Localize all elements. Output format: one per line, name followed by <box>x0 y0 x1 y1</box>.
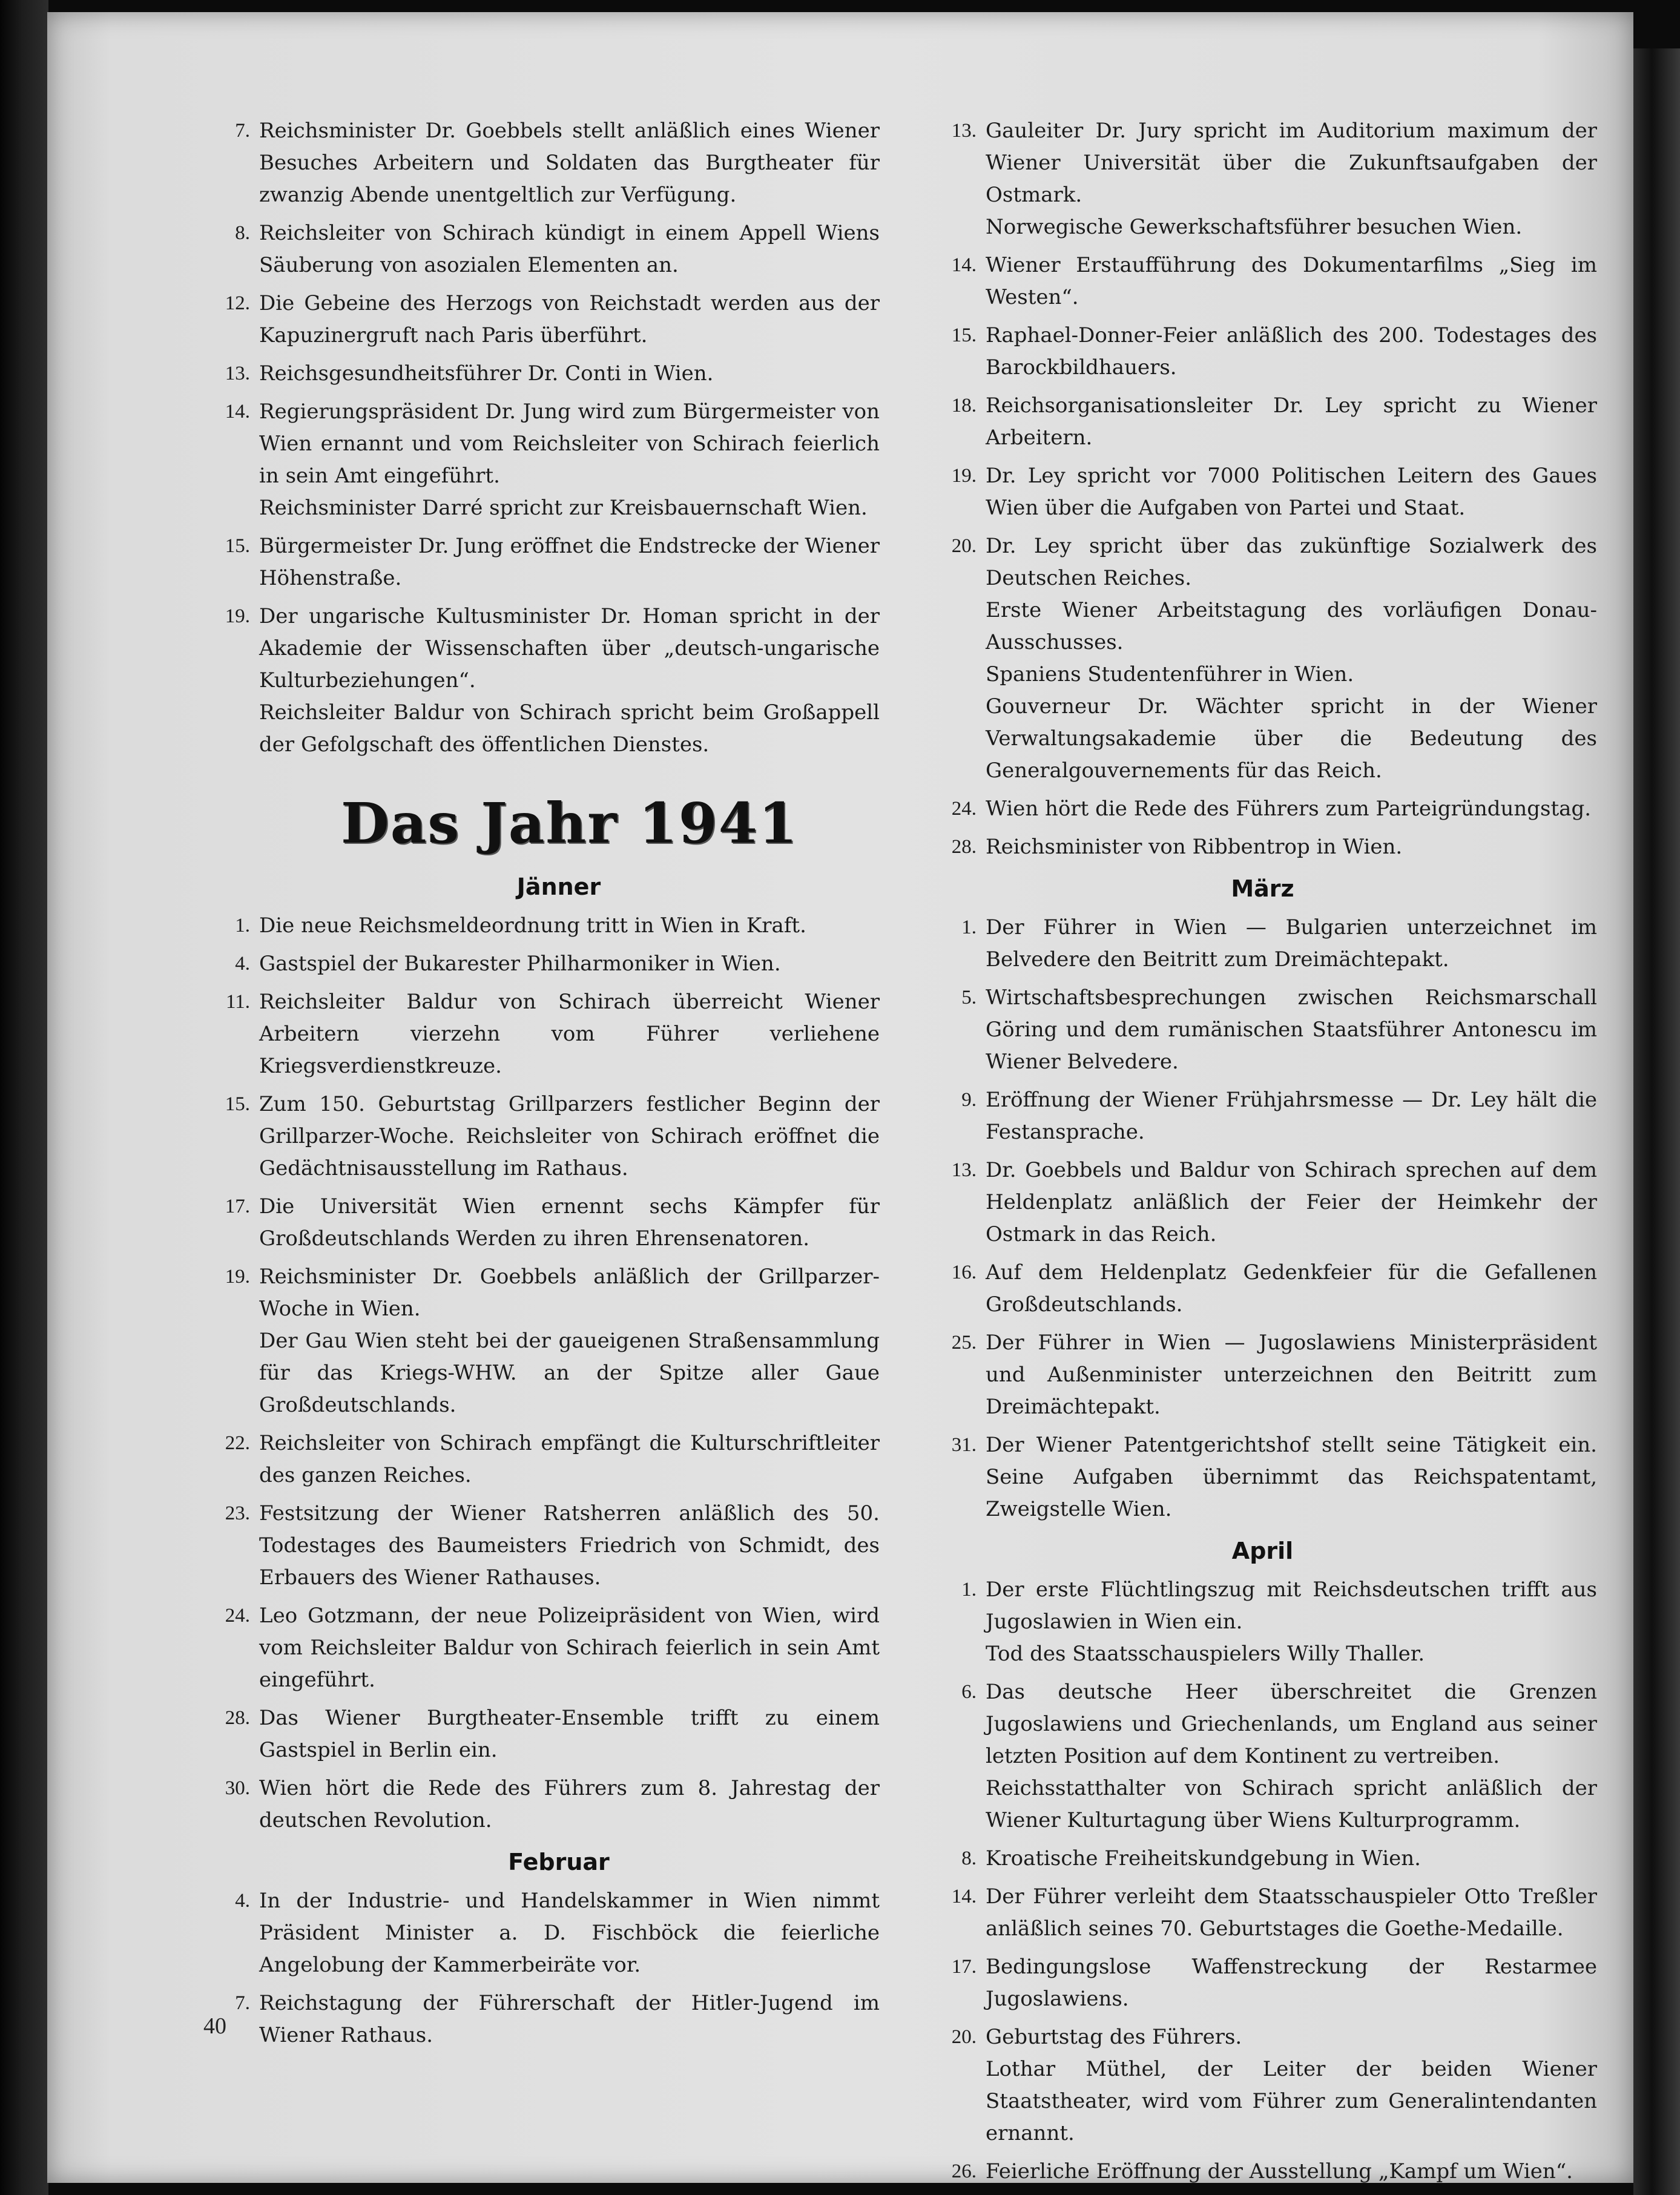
chronicle-entry <box>165 1600 880 1696</box>
entry-day: 19. <box>225 1266 250 1288</box>
chronicle-entry <box>165 358 880 390</box>
entry-text: Gauleiter Dr. Jury spricht im Auditorium maximum der Wiener Universität über die Zukunftsaufgaben der Ostmark. <box>986 119 1597 207</box>
entry-text: Dr. Ley spricht vor 7000 Politischen Leitern des Gaues Wien über die Aufgaben von Partei und Staat. <box>986 464 1597 520</box>
month-heading: März <box>1231 875 1294 902</box>
entry-day: 13. <box>225 363 250 384</box>
entry-day: 7. <box>235 120 250 142</box>
entry-text: Kroatische Freiheitskundgebung in Wien. <box>986 1846 1421 1871</box>
entry-text: Der Führer verleiht dem Staatsschauspieler Otto Treßler anläßlich seines 70. Geburtstages die Goethe-Medaille. <box>986 1884 1597 1941</box>
entry-day: 9. <box>961 1089 977 1111</box>
chronicle-entry <box>165 530 880 594</box>
entry-day: 8. <box>961 1848 977 1869</box>
entry-text: Auf dem Heldenplatz Gedenkfeier für die Gefallenen Großdeutschlands. <box>986 1260 1597 1317</box>
chronicle-entry <box>165 217 880 281</box>
entry-day: 1. <box>961 917 977 938</box>
chronicle-entry <box>165 1088 880 1185</box>
entry-day: 18. <box>951 395 977 416</box>
entry-day: 12. <box>225 292 250 314</box>
entry-text: Die Universität Wien ernennt sechs Kämpfer für Großdeutschlands Werden zu ihren Ehrensenatoren. <box>259 1194 880 1251</box>
entry-text: Die Gebeine des Herzogs von Reichstadt werden aus der Kapuzinergruft nach Paris überführt. <box>259 291 880 347</box>
entry-text: Reichsorganisationsleiter Dr. Ley spricht zu Wiener Arbeitern. <box>986 393 1597 450</box>
chronicle-entry <box>165 1772 880 1837</box>
entry-text: Das deutsche Heer überschreitet die Grenzen Jugoslawiens und Griechenlands, um England aus seiner letzten Position auf dem Kontinent zu vertreiben. <box>986 1680 1597 1768</box>
entry-text: Raphael-Donner-Feier anläßlich des 200. Todestages des Barockbildhauers. <box>986 323 1597 380</box>
entry-text: Reichstagung der Führerschaft der Hitler-Jugend im Wiener Rathaus. <box>259 1991 880 2047</box>
entry-day: 22. <box>225 1432 250 1454</box>
chronicle-entry <box>892 793 1597 825</box>
entry-text: Wien hört die Rede des Führers zum Parteigründungstag. <box>986 797 1592 821</box>
chronicle-entry <box>892 2021 1597 2150</box>
entry-day: 28. <box>951 836 977 858</box>
entry-text: Bedingungslose Waffenstreckung der Restarmee Jugoslawiens. <box>986 1955 1597 2011</box>
chronicle-entry <box>165 1885 880 1981</box>
entry-day: 24. <box>225 1605 250 1627</box>
entry-text: Der Gau Wien steht bei der gaueigenen Straßensammlung für das Kriegs-WHW. an der Spitze aller Gaue Großdeutschlands. <box>259 1329 880 1417</box>
entry-text: Der Führer in Wien — Bulgarien unterzeichnet im Belvedere den Beitritt zum Dreimächtepakt. <box>986 915 1597 972</box>
entry-day: 20. <box>951 2026 977 2048</box>
month-heading: Februar <box>508 1849 610 1875</box>
chronicle-entry <box>165 115 880 211</box>
entry-text: Geburtstag des Führers. <box>986 2025 1242 2049</box>
entry-text: Reichsleiter Baldur von Schirach überreicht Wiener Arbeitern vierzehn vom Führer verliehene Kriegsverdienstkreuze. <box>259 990 880 1078</box>
entry-day: 7. <box>235 1992 250 2014</box>
entry-day: 14. <box>225 401 250 423</box>
entry-text: Erste Wiener Arbeitstagung des vorläufigen Donau-Ausschusses. <box>986 598 1597 654</box>
entry-day: 31. <box>951 1434 977 1456</box>
chronicle-entry <box>892 982 1597 1078</box>
entry-text: Der Wiener Patentgerichtshof stellt seine Tätigkeit ein. Seine Aufgaben übernimmt das Reichspatentamt, Zweigstelle Wien. <box>986 1433 1597 1521</box>
entry-day: 19. <box>225 605 250 627</box>
entry-text: Wiener Erstaufführung des Dokumentarfilms „Sieg im Westen“. <box>986 253 1597 309</box>
chronicle-entry <box>165 601 880 761</box>
chronicle-entry <box>892 320 1597 384</box>
chronicle-entry <box>892 912 1597 976</box>
entry-text: Regierungspräsident Dr. Jung wird zum Bürgermeister von Wien ernannt und vom Reichsleiter von Schirach feierlich in sein Amt eingeführt. <box>259 400 880 488</box>
chronicle-entry <box>892 390 1597 454</box>
left-column <box>165 115 880 2058</box>
entry-text: Norwegische Gewerkschaftsführer besuchen Wien. <box>986 215 1523 239</box>
entry-day: 6. <box>961 1681 977 1703</box>
entry-day: 4. <box>235 953 250 975</box>
chronicle-entry <box>165 1987 880 2052</box>
entry-text: In der Industrie- und Handelskammer in Wien nimmt Präsident Minister a. D. Fischböck die feierliche Angelobung der Kammerbeiräte vor. <box>259 1889 880 1977</box>
chronicle-entry <box>892 1084 1597 1148</box>
entry-text: Reichsgesundheitsführer Dr. Conti in Wien. <box>259 361 714 386</box>
chronicle-entry <box>892 1327 1597 1423</box>
chronicle-entry <box>892 2156 1597 2188</box>
chronicle-entry <box>892 1574 1597 1670</box>
entry-text: Dr. Goebbels und Baldur von Schirach sprechen auf dem Heldenplatz anläßlich der Feier der Heimkehr der Ostmark in das Reich. <box>986 1158 1597 1246</box>
entry-text: Dr. Ley spricht über das zukünftige Sozialwerk des Deutschen Reiches. <box>986 534 1597 590</box>
entry-text: Leo Gotzmann, der neue Polizeipräsident von Wien, wird vom Reichsleiter Baldur von Schirach feierlich in sein Amt eingeführt. <box>259 1604 880 1692</box>
right-column <box>892 115 1597 2194</box>
entry-text: Reichsminister Dr. Goebbels anläßlich der Grillparzer-Woche in Wien. <box>259 1265 880 1321</box>
chronicle-entry <box>165 1427 880 1492</box>
entry-text: Tod des Staatsschauspielers Willy Thaller. <box>986 1642 1425 1666</box>
chronicle-entry <box>165 1261 880 1421</box>
entry-day: 15. <box>225 535 250 557</box>
chronicle-entry <box>892 1951 1597 2015</box>
entry-day: 28. <box>225 1707 250 1729</box>
month-heading: Jänner <box>516 874 601 900</box>
entry-day: 8. <box>235 222 250 244</box>
month-heading: April <box>1231 1538 1294 1564</box>
entry-day: 17. <box>225 1196 250 1217</box>
entry-text: Festsitzung der Wiener Ratsherren anläßlich des 50. Todestages des Baumeisters Friedrich von Schmidt, des Erbauers des Wiener Rathauses. <box>259 1501 880 1590</box>
entry-text: Gastspiel der Bukarester Philharmoniker in Wien. <box>259 952 781 976</box>
chronicle-entry <box>892 831 1597 863</box>
entry-day: 30. <box>225 1777 250 1799</box>
chronicle-entry <box>165 1702 880 1766</box>
entry-text: Der ungarische Kultusminister Dr. Homan spricht in der Akademie der Wissenschaften über „deutsch-ungarische Kulturbeziehungen“. <box>259 604 880 693</box>
entry-text: Spaniens Studentenführer in Wien. <box>986 662 1354 686</box>
chronicle-entry <box>892 115 1597 243</box>
entry-text: Reichsminister von Ribbentrop in Wien. <box>986 835 1403 859</box>
entry-text: Reichsminister Dr. Goebbels stellt anläßlich eines Wiener Besuches Arbeitern und Soldaten das Burgtheater für zwanzig Abende unentgeltlich zur Verfügung. <box>259 119 880 207</box>
entry-day: 13. <box>951 1159 977 1181</box>
entry-text: Eröffnung der Wiener Frühjahrsmesse — Dr. Ley hält die Festansprache. <box>986 1088 1597 1144</box>
entry-day: 14. <box>951 1886 977 1907</box>
entry-text: Bürgermeister Dr. Jung eröffnet die Endstrecke der Wiener Höhenstraße. <box>259 534 880 590</box>
entry-text: Das Wiener Burgtheater-Ensemble trifft zu einem Gastspiel in Berlin ein. <box>259 1706 880 1762</box>
entry-text: Reichsminister Darré spricht zur Kreisbauernschaft Wien. <box>259 496 868 520</box>
chronicle-entry <box>892 1843 1597 1875</box>
entry-day: 23. <box>225 1502 250 1524</box>
entry-day: 17. <box>951 1956 977 1978</box>
entry-day: 20. <box>951 535 977 557</box>
entry-text: Lothar Müthel, der Leiter der beiden Wiener Staatstheater, wird vom Führer zum Generalintendanten ernannt. <box>986 2057 1597 2145</box>
chronicle-entry <box>165 986 880 1082</box>
entry-day: 24. <box>951 798 977 820</box>
entry-day: 15. <box>225 1093 250 1115</box>
entry-day: 4. <box>235 1890 250 1912</box>
entry-text: Reichsleiter Baldur von Schirach spricht beim Großappell der Gefolgschaft des öffentlichen Dienstes. <box>259 700 880 757</box>
entry-text: Wien hört die Rede des Führers zum 8. Jahrestag der deutschen Revolution. <box>259 1776 880 1832</box>
entry-text: Gouverneur Dr. Wächter spricht in der Wiener Verwaltungsakademie über die Bedeutung des Generalgouvernements für das Reich. <box>986 694 1597 783</box>
entry-text: Feierliche Eröffnung der Ausstellung „Kampf um Wien“. <box>986 2159 1573 2183</box>
chronicle-entry <box>165 1191 880 1255</box>
entry-text: Reichsleiter von Schirach empfängt die Kulturschriftleiter des ganzen Reiches. <box>259 1431 880 1487</box>
entry-text: Wirtschaftsbesprechungen zwischen Reichsmarschall Göring und dem rumänischen Staatsführer Antonescu im Wiener Belvedere. <box>986 986 1597 1074</box>
book-binding <box>0 0 48 2195</box>
entry-day: 26. <box>951 2160 977 2182</box>
entry-text: Die neue Reichsmeldeordnung tritt in Wien in Kraft. <box>259 913 806 938</box>
entry-day: 5. <box>961 987 977 1009</box>
entry-day: 11. <box>225 991 250 1013</box>
entry-day: 14. <box>951 254 977 276</box>
entry-text: Der Führer in Wien — Jugoslawiens Ministerpräsident und Außenminister unterzeichnen den Beitritt zum Dreimächtepakt. <box>986 1331 1597 1419</box>
entry-day: 15. <box>951 324 977 346</box>
chronicle-entry <box>892 249 1597 314</box>
chronicle-entry <box>892 1429 1597 1525</box>
chronicle-entry <box>892 1881 1597 1945</box>
chronicle-entry <box>892 1154 1597 1251</box>
chronicle-entry <box>165 910 880 942</box>
chronicle-entry <box>892 460 1597 524</box>
entry-text: Der erste Flüchtlingszug mit Reichsdeutschen trifft aus Jugoslawien in Wien ein. <box>986 1578 1597 1634</box>
page-number: 40 <box>203 2013 226 2039</box>
chronicle-entry <box>892 1257 1597 1321</box>
chronicle-entry <box>892 1676 1597 1837</box>
chronicle-entry <box>165 396 880 524</box>
entry-text: Reichsstatthalter von Schirach spricht anläßlich der Wiener Kulturtagung über Wiens Kulturprogramm. <box>986 1776 1597 1832</box>
entry-day: 16. <box>951 1262 977 1283</box>
chronicle-entry <box>892 530 1597 787</box>
book-page <box>47 12 1633 2183</box>
chronicle-entry <box>165 288 880 352</box>
year-heading: Das Jahr 1941 <box>341 791 799 856</box>
entry-day: 13. <box>951 120 977 142</box>
entry-day: 25. <box>951 1332 977 1354</box>
entry-text: Reichsleiter von Schirach kündigt in einem Appell Wiens Säuberung von asozialen Elementen an. <box>259 221 880 277</box>
entry-day: 1. <box>235 915 250 936</box>
next-page-edge <box>1633 48 1680 2195</box>
entry-day: 19. <box>951 465 977 487</box>
entry-text: Zum 150. Geburtstag Grillparzers festlicher Beginn der Grillparzer-Woche. Reichsleiter von Schirach eröffnet die Gedächtnisausstellung im Rathaus. <box>259 1092 880 1180</box>
entry-day: 1. <box>961 1579 977 1601</box>
chronicle-entry <box>165 1498 880 1594</box>
chronicle-entry <box>165 948 880 980</box>
